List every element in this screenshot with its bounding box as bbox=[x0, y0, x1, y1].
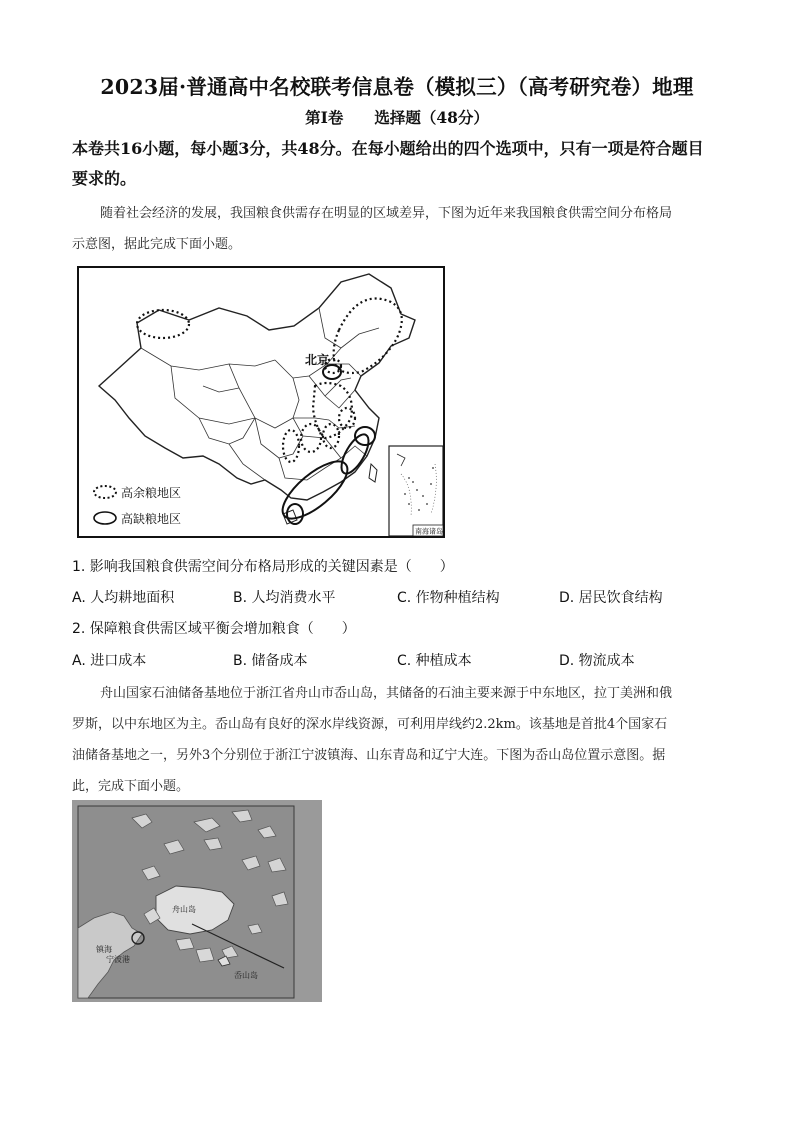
q1-option-c[interactable]: C. 作物种植结构 bbox=[397, 590, 500, 606]
zhoushan-label: 舟山岛 bbox=[172, 905, 196, 914]
instructions bbox=[72, 134, 732, 194]
passage-line: 随着社会经济的发展，我国粮食供需存在明显的区域差异，下图为近年来我国粮食供需空间分布格局 bbox=[100, 206, 673, 221]
instructions-line: 要求的。 bbox=[72, 169, 137, 188]
q2-option-a[interactable]: A. 进口成本 bbox=[72, 653, 147, 669]
q2-option-d[interactable]: D. 物流成本 bbox=[559, 653, 635, 669]
q1-option-d[interactable]: D. 居民饮食结构 bbox=[559, 590, 663, 606]
china-grain-map bbox=[77, 266, 445, 538]
china-map-drawing bbox=[79, 268, 443, 536]
passage-line: 示意图，据此完成下面小题。 bbox=[72, 237, 242, 252]
question-2-stem: 2. 保障粮食供需区域平衡会增加粮食（ ） bbox=[72, 621, 356, 637]
exam-title: 2023届·普通高中名校联考信息卷（模拟三）（高考研究卷）地理 bbox=[100, 75, 694, 99]
aoshan-location-map bbox=[72, 800, 322, 1002]
passage-line: 此，完成下面小题。 bbox=[72, 779, 190, 794]
q2-option-c[interactable]: C. 种植成本 bbox=[397, 653, 472, 669]
passage-grain bbox=[72, 198, 722, 260]
zhenhai-label: 镇海 bbox=[96, 945, 112, 954]
legend-surplus-label: 高余粮地区 bbox=[121, 486, 182, 500]
legend-deficit-symbol bbox=[94, 512, 116, 524]
passage-oil-reserve bbox=[72, 678, 722, 802]
question-1-stem: 1. 影响我国粮食供需空间分布格局形成的关键因素是（ ） bbox=[72, 559, 454, 575]
map-legend bbox=[94, 485, 181, 526]
south-sea-inset bbox=[389, 446, 443, 536]
inset-label: 南海诸岛 bbox=[415, 527, 443, 536]
q1-option-b[interactable]: B. 人均消费水平 bbox=[233, 590, 336, 606]
china-outline bbox=[99, 274, 415, 500]
section-title: 第Ⅰ卷 选择题（48分） bbox=[305, 108, 489, 127]
aoshan-map-drawing bbox=[72, 800, 322, 1002]
beijing-label: 北京 bbox=[305, 353, 330, 367]
aoshan-label: 岙山岛 bbox=[234, 971, 258, 980]
passage-line: 油储备基地之一，另外3个分别位于浙江宁波镇海、山东青岛和辽宁大连。下图为岙山岛位置示意图。据 bbox=[72, 748, 666, 763]
ningbo-label: 宁波港 bbox=[106, 955, 130, 964]
legend-surplus-symbol bbox=[94, 486, 116, 498]
taiwan-island bbox=[369, 464, 377, 482]
instructions-line: 本卷共16小题，每小题3分，共48分。在每小题给出的四个选项中，只有一项是符合题目 bbox=[72, 139, 704, 158]
passage-line: 舟山国家石油储备基地位于浙江省舟山市岙山岛，其储备的石油主要来源于中东地区，拉丁美洲和俄 bbox=[100, 686, 673, 701]
q1-option-a[interactable]: A. 人均耕地面积 bbox=[72, 590, 175, 606]
passage-line: 罗斯，以中东地区为主。岙山岛有良好的深水岸线资源，可利用岸线约2.2km。该基地是首批4个国家石 bbox=[72, 717, 668, 732]
legend-deficit-label: 高缺粮地区 bbox=[121, 512, 182, 526]
q2-option-b[interactable]: B. 储备成本 bbox=[233, 653, 308, 669]
